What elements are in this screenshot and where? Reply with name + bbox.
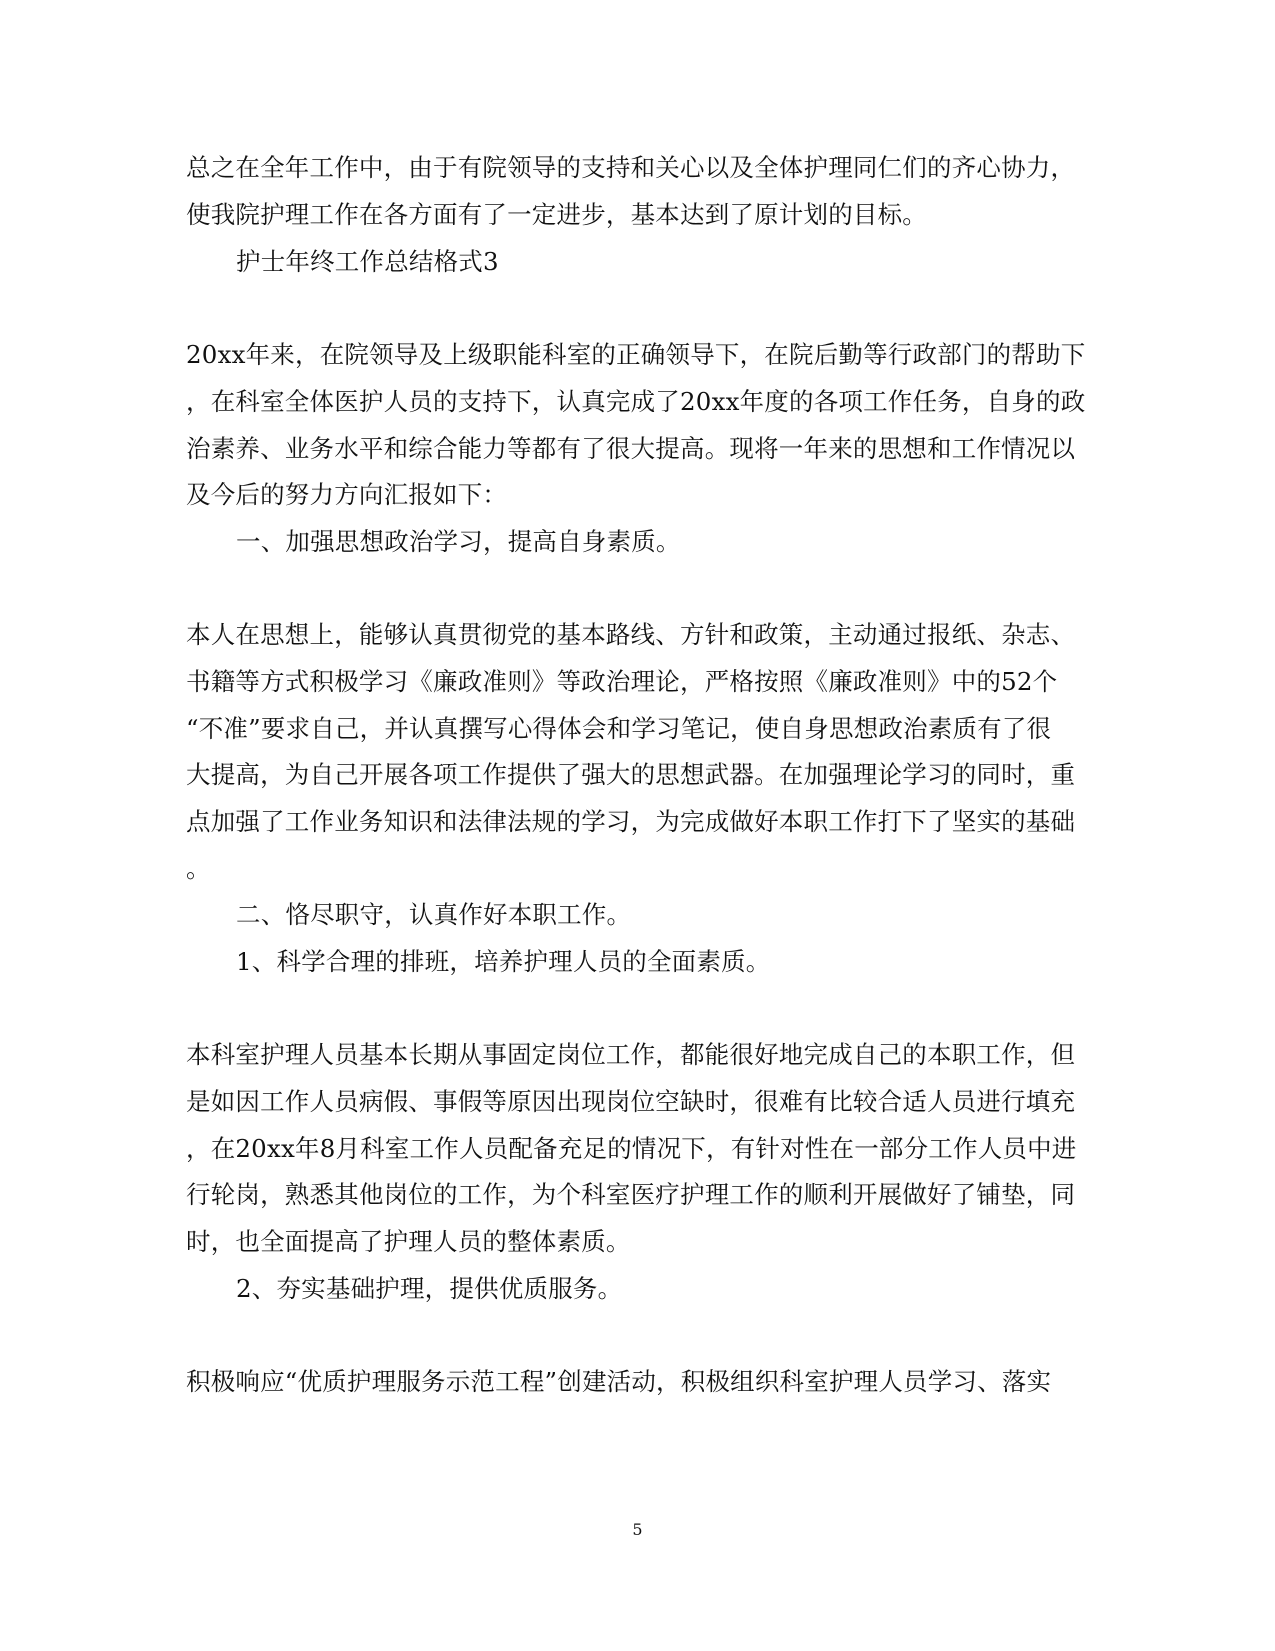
- paragraph-line: 时，也全面提高了护理人员的整体素质。: [186, 1227, 631, 1256]
- subsection-heading: 2、夯实基础护理，提供优质服务。: [236, 1274, 623, 1303]
- page-number: 5: [632, 1520, 643, 1539]
- paragraph-line: 本人在思想上，能够认真贯彻党的基本路线、方针和政策，主动通过报纸、杂志、: [186, 620, 1076, 649]
- section-heading: 一、加强思想政治学习，提高自身素质。: [236, 527, 681, 556]
- paragraph-line: 是如因工作人员病假、事假等原因出现岗位空缺时，很难有比较合适人员进行填充: [186, 1087, 1076, 1116]
- paragraph-line: 本科室护理人员基本长期从事固定岗位工作，都能很好地完成自己的本职工作，但: [186, 1040, 1076, 1069]
- paragraph-line: “不准”要求自己，并认真撰写心得体会和学习笔记，使自身思想政治素质有了很: [186, 714, 1052, 743]
- paragraph-line: 书籍等方式积极学习《廉政准则》等政治理论，严格按照《廉政准则》中的52个: [186, 667, 1058, 696]
- paragraph-line: 积极响应“优质护理服务示范工程”创建活动，积极组织科室护理人员学习、落实: [186, 1367, 1052, 1396]
- paragraph-line: ，在科室全体医护人员的支持下，认真完成了20xx年度的各项工作任务，自身的政: [186, 387, 1086, 416]
- paragraph-line: 20xx年来，在院领导及上级职能科室的正确领导下，在院后勤等行政部门的帮助下: [186, 340, 1086, 369]
- section-heading: 二、恪尽职守，认真作好本职工作。: [236, 900, 632, 929]
- paragraph-line: 大提高，为自己开展各项工作提供了强大的思想武器。在加强理论学习的同时，重: [186, 760, 1076, 789]
- paragraph-line: 行轮岗，熟悉其他岗位的工作，为个科室医疗护理工作的顺利开展做好了铺垫，同: [186, 1180, 1076, 1209]
- paragraph-line: 总之在全年工作中，由于有院领导的支持和关心以及全体护理同仁们的齐心协力，: [186, 153, 1076, 182]
- section-heading: 护士年终工作总结格式3: [236, 247, 499, 276]
- paragraph-line: 使我院护理工作在各方面有了一定进步，基本达到了原计划的目标。: [186, 200, 927, 229]
- paragraph-line: ，在20xx年8月科室工作人员配备充足的情况下，有针对性在一部分工作人员中进: [186, 1134, 1077, 1163]
- paragraph-line: 治素养、业务水平和综合能力等都有了很大提高。现将一年来的思想和工作情况以: [186, 434, 1076, 463]
- paragraph-line: 及今后的努力方向汇报如下：: [186, 480, 508, 509]
- subsection-heading: 1、科学合理的排班，培养护理人员的全面素质。: [236, 947, 771, 976]
- paragraph-line: 点加强了工作业务知识和法律法规的学习，为完成做好本职工作打下了坚实的基础: [186, 807, 1076, 836]
- paragraph-line: 。: [186, 854, 211, 883]
